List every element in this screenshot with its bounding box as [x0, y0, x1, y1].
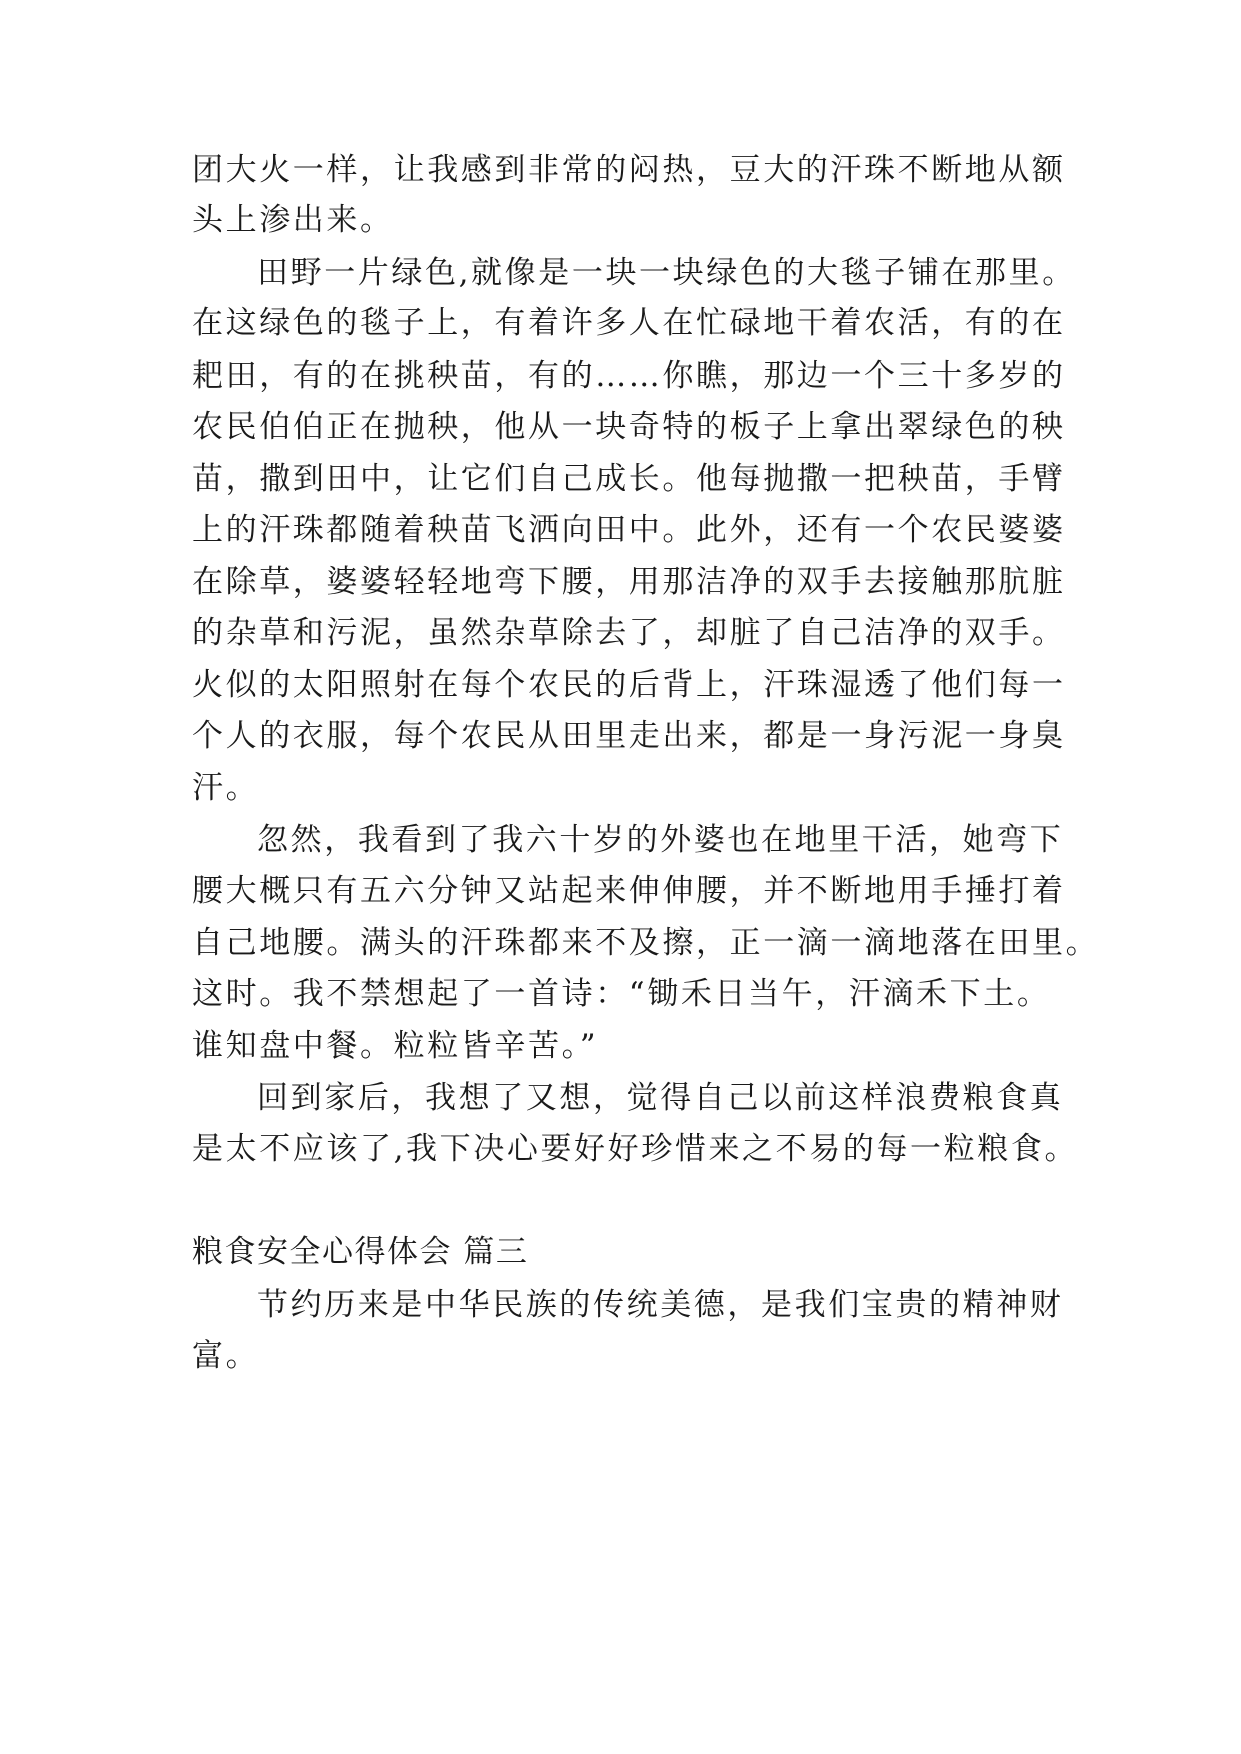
text-line: 是太不应该了,我下决心要好好珍惜来之不易的每一粒粮食。: [192, 1131, 1079, 1167]
text-line: 在这绿色的毯子上，有着许多人在忙碌地干着农活，有的在: [192, 305, 1066, 341]
text-line: 苗，撒到田中，让它们自己成长。他每抛撒一把秧苗，手臂: [192, 461, 1066, 497]
section-heading: 粮食安全心得体会 篇三: [192, 1234, 529, 1270]
text-line: 在除草，婆婆轻轻地弯下腰，用那洁净的双手去接触那肮脏: [192, 564, 1066, 600]
text-line: 谁知盘中餐。粒粒皆辛苦。”: [192, 1028, 599, 1064]
text-line: 团大火一样，让我感到非常的闷热，豆大的汗珠不断地从额: [192, 152, 1066, 188]
text-line: 富。: [192, 1338, 260, 1374]
paragraph-start-line: 忽然，我看到了我六十岁的外婆也在地里干活，她弯下: [257, 822, 1064, 858]
text-line: 农民伯伯正在抛秧，他从一块奇特的板子上拿出翠绿色的秧: [192, 409, 1066, 445]
text-line: 汗。: [192, 770, 260, 806]
text-line: 耙田，有的在挑秧苗，有的……你瞧，那边一个三十多岁的: [192, 358, 1066, 394]
paragraph-start-line: 回到家后，我想了又想，觉得自己以前这样浪费粮食真: [257, 1080, 1064, 1116]
text-line: 自己地腰。满头的汗珠都来不及擦，正一滴一滴地落在田里。: [192, 925, 1100, 961]
text-line: 这时。我不禁想起了一首诗：“锄禾日当午，汗滴禾下土。: [192, 976, 1051, 1012]
text-line: 腰大概只有五六分钟又站起来伸伸腰，并不断地用手捶打着: [192, 873, 1066, 909]
text-line: 上的汗珠都随着秧苗飞洒向田中。此外，还有一个农民婆婆: [192, 512, 1066, 548]
paragraph-start-line: 节约历来是中华民族的传统美德，是我们宝贵的精神财: [257, 1287, 1064, 1323]
text-line: 火似的太阳照射在每个农民的后背上，汗珠湿透了他们每一: [192, 667, 1066, 703]
text-line: 个人的衣服，每个农民从田里走出来，都是一身污泥一身臭: [192, 718, 1066, 754]
text-line: 头上渗出来。: [192, 202, 394, 238]
paragraph-start-line: 田野一片绿色,就像是一块一块绿色的大毯子铺在那里。: [257, 255, 1076, 291]
text-line: 的杂草和污泥，虽然杂草除去了，却脏了自己洁净的双手。: [192, 615, 1066, 651]
